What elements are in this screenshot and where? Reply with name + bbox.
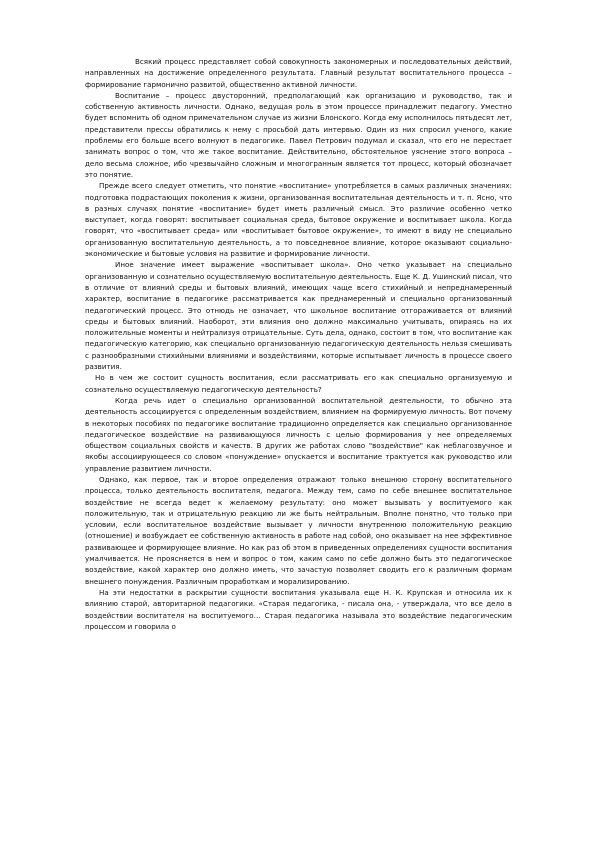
document-page <box>85 56 512 632</box>
paragraph: Иное значение имеет выражение «воспитывает школа». Оно четко указывает на специально организованную и сознательно осуществляемую воспитательную деятельность. Еще К. Д. Ушинский писал, что в отличие от влияний среды и бытовых влияний, имеющих чаще всего стихийный и непреднамеренный характер, воспитание в педагогике рассматривается как преднамеренный и специально организованный педагогический процесс. Это отнюдь не означает, что школьное воспитание отгораживается от влияний среды и бытовых влияний. Наоборот, эти влияния оно должно максимально учитывать, опираясь на их положительные моменты и нейтрализуя отрицательные. Суть дела, однако, состоит в том, что воспитание как педагогическую категорию, как специально организованную педагогическую деятельность нельзя смешивать с разнообразными стихийными влияниями и воздействиями, которые испытывает личность в процессе своего развития. <box>85 260 512 372</box>
paragraph: Однако, как первое, так и второе определения отражают только внешнюю сторону воспитательного процесса, только деятельность воспитателя, педагога. Между тем, само по себе внешнее воспитательное воздействие не всегда ведет к желаемому результату: оно может вызывать у воспитуемого как положительную, так и отрицательную реакцию ли же быть нейтральным. Вполне понятно, что только при условии, если воспитательное воздействие вызывает у личности внутреннюю положительную реакцию (отношение) и возбуждает ее собственную активность в работе над собой, оно оказывает на нее эффективное развивающее и формирующее влияние. Но как раз об этом в приведенных определениях сущности воспитания умалчивается. Не проясняется в нем и вопрос о том, каким само по себе должно быть это педагогическое воздействие, какой характер оно должно иметь, что зачастую позволяет сводить его к различным формам внешнего понуждения. Различным проработкам и морализированию. <box>85 474 512 586</box>
paragraph: Воспитание – процесс двусторонний, предполагающий как организацию и руководство, так и собственную активность личности. Однако, ведущая роль в этом процессе принадлежит педагогу. Уместно будет вспомнить об одном примечательном случае из жизни Блонского. Когда ему исполнилось пятьдесят лет, представители прессы обратились к нему с просьбой дать интервью. Один из них спросил ученого, какие проблемы его больше всего волнуют в педагогике. Павел Петрович подумал и сказал, что его не перестает занимать вопрос о том, что же такое воспитание. Действительно, обстоятельное уяснение этого вопроса – дело весьма сложное, ибо чрезвычайно сложным и многогранным является тот процесс, который обозначает это понятие. <box>85 90 512 179</box>
paragraph: На эти недостатки в раскрытии сущности воспитания указывала еще Н. К. Крупская и относила их к влиянию старой, авторитарной педагогики. «Старая педагогика, - писала она, - утверждала, что все дело в воздействии воспитателя на воспитуемого… Старая педагогика называла это воздействие педагогическим процессом и говорила о <box>85 587 512 631</box>
paragraph: Всякий процесс представляет собой совокупность закономерных и последовательных действий, направленных на достижение определенного результата. Главный результат воспитательного процесса – формирование гармонично развитой, общественно активной личности. <box>85 57 512 89</box>
paragraph: Прежде всего следует отметить, что понятие «воспитание» употребляется в самых различных значениях: подготовка подрастающих поколения к жизни, организованная воспитательная деятельность и т. п. Ясно, что в разных случаях понятие «воспитание» будет иметь различный смысл. Это различие особенно четко выступает, когда говорят: воспитывает социальная среда, бытовое окружение и воспитывает школа. Когда говорят, что «воспитывает среда» или «воспитывает бытовое окружение», то имеют в виду не специально организованную воспитательную деятельность, а то повседневное влияние, которое оказывают социально-экономические и бытовые условия на развитие и формирование личности. <box>85 181 512 259</box>
paragraph: Когда речь идет о специально организованной воспитательной деятельности, то обычно эта деятельность ассоциируется с определенным воздействием, влиянием на формируемую личность. Вот почему в некоторых пособиях по педагогике воспитание традиционно определяется как специально организованное педагогическое воздействие на развивающуюся личность с целью формирования у нее определяемых обществом социальных свойств и качеств. В других же работах слово "воздействие" как неблагозвучное и якобы ассоциирующееся со словом «понуждение» опускается и воспитание трактуется как руководство или управление развитием личности. <box>85 395 512 473</box>
paragraph: Но в чем же состоит сущность воспитания, если рассматривать его как специально организуемую и сознательно осуществляемую педагогическую деятельность? <box>85 373 512 394</box>
